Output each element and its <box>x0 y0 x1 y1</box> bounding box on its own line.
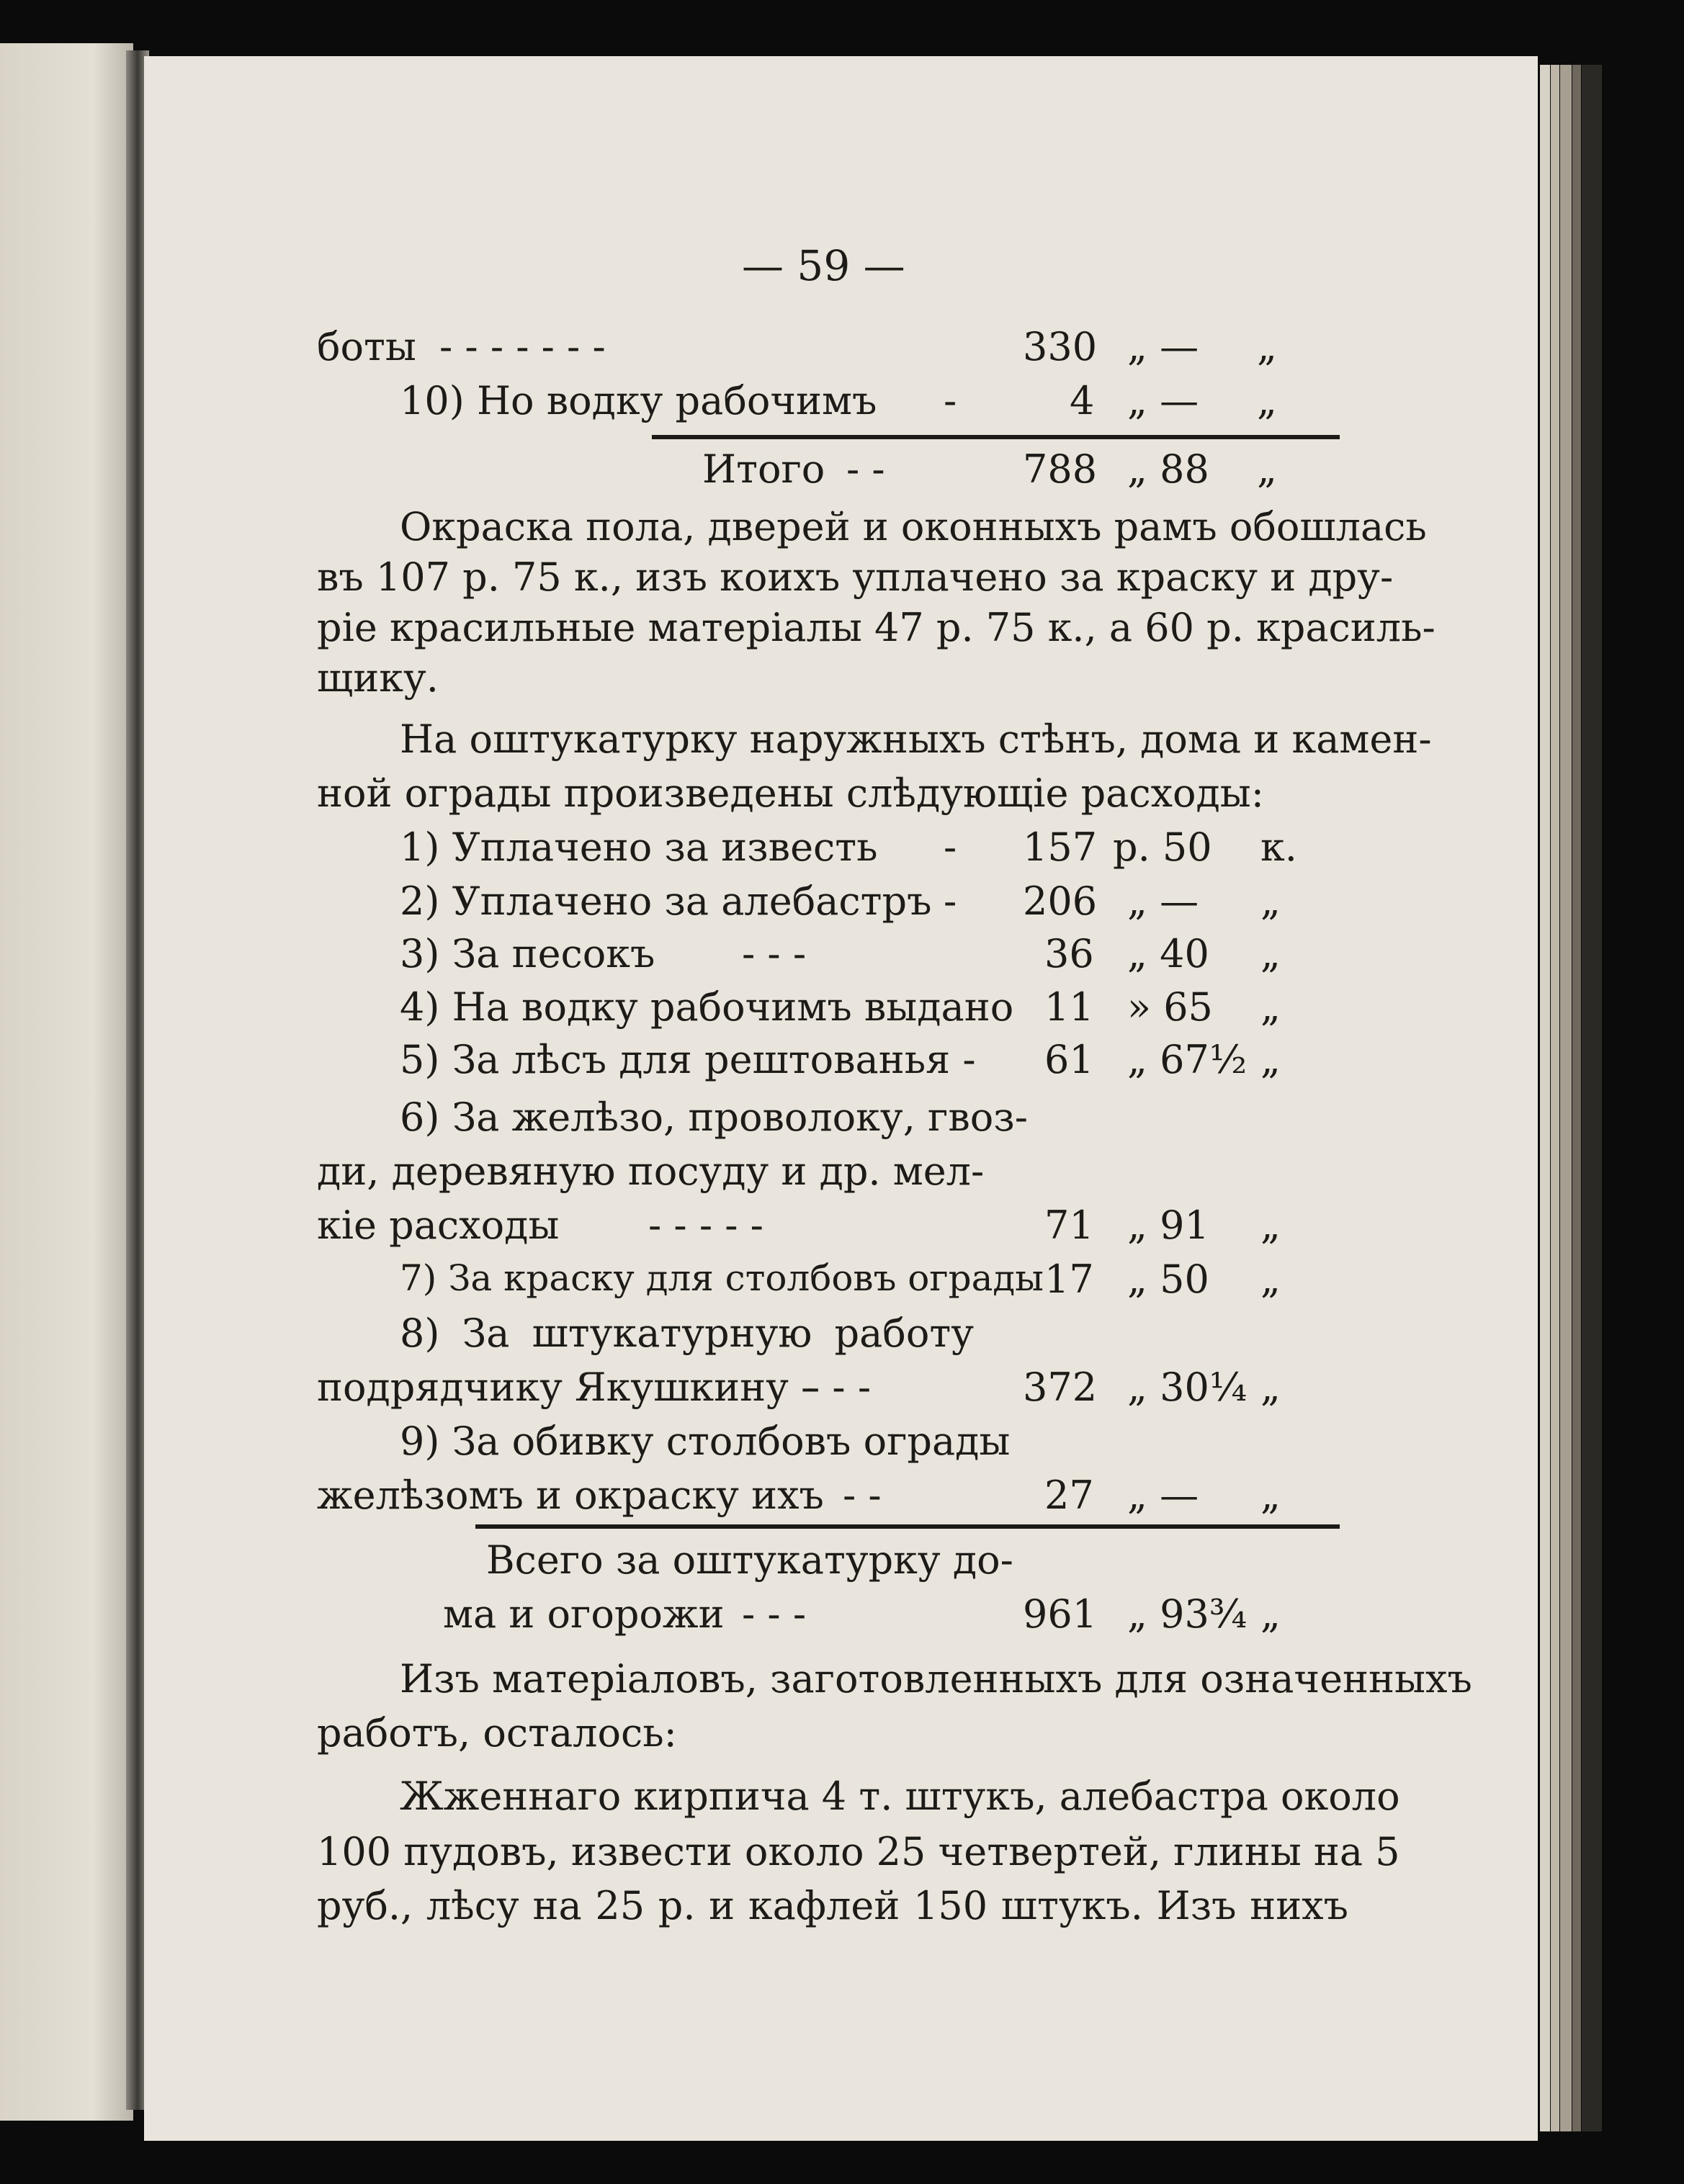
expense-dashes: - - <box>843 1473 882 1518</box>
paragraph-line: щику. <box>317 655 439 701</box>
expense-dashes: - - - <box>807 1365 872 1410</box>
paragraph-line: работъ, осталось: <box>317 1710 677 1756</box>
expense-unit: „ <box>1260 1037 1281 1082</box>
expense-unit: „ <box>1260 1365 1281 1410</box>
expense-text: 6) За желѣзо, проволоку, гвоз- <box>400 1095 1028 1140</box>
expense-dashes: - - - <box>742 931 807 976</box>
expense-amount: 17 <box>1044 1257 1094 1302</box>
expense-dashes: - <box>944 824 957 870</box>
item-kop: „ — <box>1127 324 1199 369</box>
item-text: боты <box>317 324 416 369</box>
expense-unit: „ <box>1260 878 1281 924</box>
page-stack-edge <box>1551 65 1559 2131</box>
item-ditto: „ <box>1257 378 1277 423</box>
expense-text: 8) За штукатурную работу <box>400 1311 974 1356</box>
expense-kop: „ — <box>1127 1473 1199 1518</box>
expense-text: 7) За краску для столбовъ ограды <box>400 1257 1044 1299</box>
expense-unit: „ <box>1260 1257 1281 1302</box>
item-amount: 4 <box>1070 378 1095 423</box>
item-text: 10) Но водку рабочимъ <box>400 378 877 423</box>
expense-kop: „ 67½ <box>1127 1037 1248 1082</box>
page-number: — 59 — <box>742 241 905 290</box>
paragraph-line: ріе красильные матеріалы 47 р. 75 к., а 60 р. красиль- <box>317 605 1436 650</box>
page-stack-edge <box>1540 65 1550 2131</box>
page-stack-edge <box>1560 65 1572 2131</box>
paragraph-line: въ 107 р. 75 к., изъ коихъ уплачено за краску и дру- <box>317 554 1394 600</box>
expense-kop: р. 50 <box>1113 824 1212 870</box>
sum-rule <box>652 435 1340 439</box>
total-label: Итого <box>702 446 825 492</box>
paragraph-line: Окраска пола, дверей и оконныхъ рамъ обошлась <box>400 504 1427 549</box>
total-dashes: - - <box>846 446 885 492</box>
paragraph-line: На оштукатурку наружныхъ стѣнъ, дома и камен- <box>400 716 1432 762</box>
grand-total-label: Всего за оштукатурку до- <box>486 1537 1013 1583</box>
expense-unit: „ <box>1260 984 1281 1030</box>
expense-unit: к. <box>1260 824 1297 870</box>
expense-amount: 206 <box>1023 878 1098 924</box>
grand-total-amount: 961 <box>1023 1591 1098 1637</box>
expense-kop: „ — <box>1127 878 1199 924</box>
item-dashes: - <box>944 378 957 423</box>
expense-unit: „ <box>1260 1203 1281 1248</box>
grand-total-dashes: - - - <box>742 1591 807 1637</box>
expense-amount: 372 <box>1023 1365 1098 1410</box>
expense-amount: 157 <box>1023 824 1098 870</box>
expense-text: подрядчику Якушкину - <box>317 1365 815 1410</box>
total-ditto: „ <box>1257 446 1277 492</box>
expense-text: 2) Уплачено за алебастръ <box>400 878 932 924</box>
total-kop: „ 88 <box>1127 446 1209 492</box>
expense-text: ди, деревяную посуду и др. мел- <box>317 1149 985 1194</box>
sum-rule <box>475 1524 1340 1529</box>
expense-text: 1) Уплачено за известь <box>400 824 878 870</box>
expense-amount: 27 <box>1044 1473 1094 1518</box>
expense-amount: 61 <box>1044 1037 1094 1082</box>
paragraph-line: Жженнаго кирпича 4 т. штукъ, алебастра около <box>400 1774 1400 1819</box>
expense-kop: „ 91 <box>1127 1203 1209 1248</box>
expense-unit: „ <box>1260 931 1281 976</box>
expense-kop: „ 40 <box>1127 931 1209 976</box>
left-page-edge <box>0 43 133 2121</box>
expense-text: желѣзомъ и окраску ихъ <box>317 1473 824 1518</box>
expense-text: 3) За песокъ <box>400 931 655 976</box>
expense-text: кіе расходы <box>317 1203 560 1248</box>
expense-text: 4) На водку рабочимъ выдано <box>400 984 1014 1030</box>
expense-text: 9) За обивку столбовъ ограды <box>400 1419 1011 1464</box>
expense-kop: „ 50 <box>1127 1257 1209 1302</box>
grand-total-label: ма и огорожи <box>443 1591 725 1637</box>
expense-unit: „ <box>1260 1473 1281 1518</box>
paragraph-line: руб., лѣсу на 25 р. и кафлей 150 штукъ. Изъ нихъ <box>317 1883 1348 1928</box>
expense-kop: » 65 <box>1127 984 1213 1030</box>
page-stack-edge <box>1572 65 1581 2131</box>
expense-text: 5) За лѣсъ для рештованья - <box>400 1037 976 1082</box>
expense-dashes: - <box>944 878 957 924</box>
paragraph-line: ной ограды произведены слѣдующіе расходы: <box>317 770 1264 816</box>
item-kop: „ — <box>1127 378 1199 423</box>
grand-total-kop: „ 93¾ <box>1127 1591 1248 1637</box>
item-amount: 330 <box>1023 324 1098 369</box>
expense-amount: 36 <box>1044 931 1094 976</box>
paragraph-line: 100 пудовъ, извести около 25 четвертей, глины на 5 <box>317 1829 1400 1874</box>
item-dashes: - - - - - - - <box>439 324 606 369</box>
expense-kop: „ 30¼ <box>1127 1365 1248 1410</box>
expense-amount: 71 <box>1044 1203 1094 1248</box>
expense-dashes: - - - - - <box>648 1203 763 1248</box>
grand-total-unit: „ <box>1260 1591 1281 1637</box>
total-amount: 788 <box>1023 446 1098 492</box>
item-ditto: „ <box>1257 324 1277 369</box>
paragraph-line: Изъ матеріаловъ, заготовленныхъ для означенныхъ <box>400 1656 1472 1702</box>
page-stack-edge <box>1582 65 1602 2131</box>
expense-amount: 11 <box>1044 984 1094 1030</box>
